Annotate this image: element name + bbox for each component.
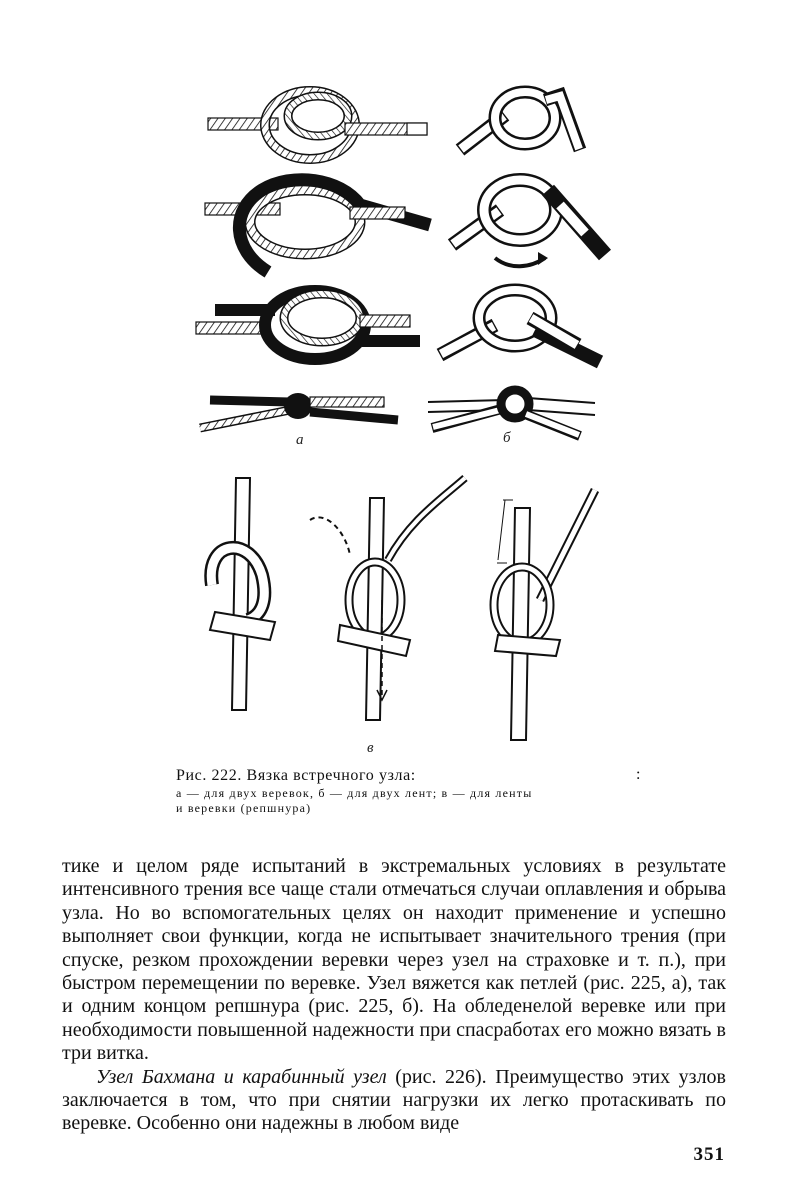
tape-knot-step-2: [452, 180, 605, 266]
caption-title: Рис. 222. Вязка встречного узла:: [176, 767, 416, 784]
body-text: [62, 855, 726, 1136]
tape-knot-step-1: [460, 92, 580, 150]
rope-knot-step-4: [200, 393, 398, 428]
panel-label-c: в: [367, 740, 374, 756]
page-number: 351: [693, 1144, 725, 1165]
rope-knot-step-2: [205, 180, 430, 272]
rope-knot-step-3: [196, 291, 420, 359]
tape-rope-knot-right: [494, 490, 595, 740]
figure-caption: [176, 766, 696, 816]
paragraph-2-italic: Узел Бахмана и карабинный узел: [96, 1065, 387, 1088]
caption-line-1: а — для двух веревок, б — для двух лент; в — для ленты: [176, 786, 533, 800]
tape-rope-knot-middle: [310, 478, 465, 720]
paragraph-2: [62, 1066, 726, 1136]
rope-knot-step-1: [208, 91, 427, 159]
paragraph-1: тике и целом ряде испытаний в экстремальных условиях в результате интенсивного трения все чаще стали отмечаться случаи оплавления и обрыва узла. Но во вспомогательных целях он находит применение и успешно выполняет свои функции, когда не испытывает значительного трения (при спуске, резком прохождении веревки через узел на страховке и т. п.), при быстром перемещении по веревке. Узел вяжется как петлей (рис. 225, а), так и одним концом репшнура (рис. 225, б). На обледенелой веревке или при необходимости повышенной надежности при спасработах его можно вязать в три витка.: [62, 855, 726, 1065]
paragraph-2-rest: (рис. 226). Преимущество этих узлов заключается в том, что при снятии нагрузки их легко протаскивать по веревке. Особенно они надежны в любом виде: [62, 1065, 726, 1135]
caption-line-2: и веревки (репшнура): [176, 801, 312, 815]
tape-knot-step-4: [428, 390, 595, 436]
panel-label-a: а: [296, 432, 304, 448]
tape-rope-knot-left: [210, 478, 275, 710]
panel-label-b: б: [503, 430, 511, 446]
tape-knot-step-3: [440, 290, 600, 362]
caption-mark: :: [636, 766, 641, 783]
